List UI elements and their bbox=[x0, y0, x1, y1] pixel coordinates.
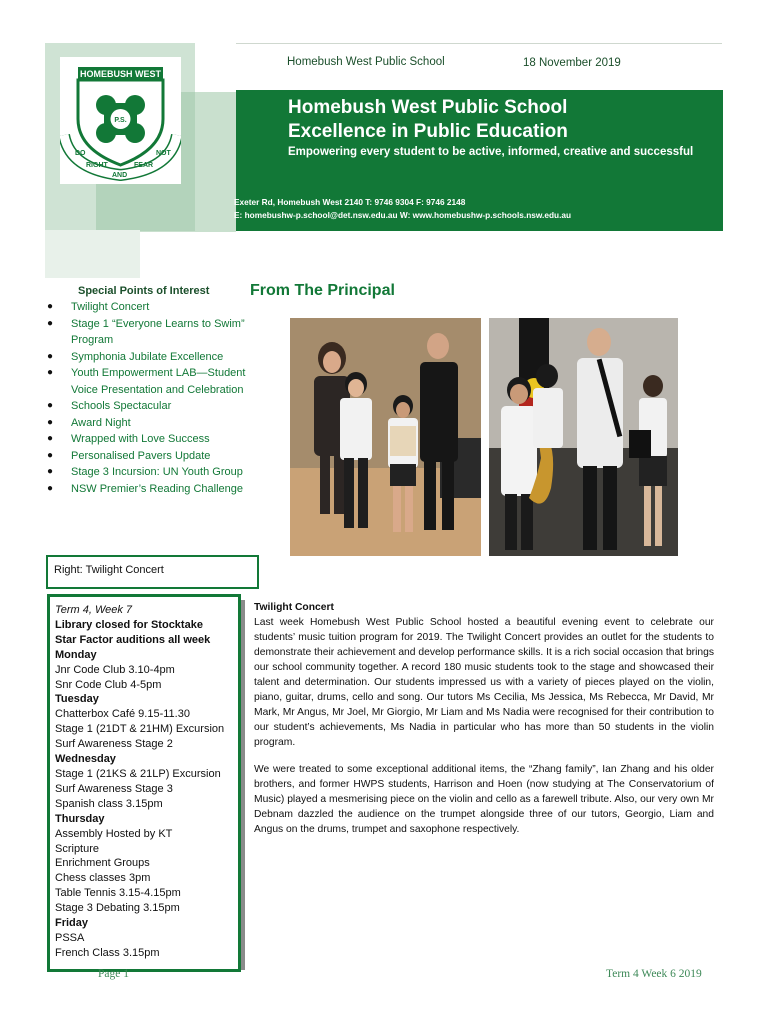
bullet-icon: ● bbox=[47, 350, 54, 362]
page-number: Page 1 bbox=[98, 968, 129, 980]
section-title: From The Principal bbox=[250, 282, 395, 299]
article-paragraph-2: We were treated to some exceptional additional items, the “Zhang family”, Ian Zhang and his older brothers, and former HWPS students, Harrison and Hoen (now studying at The Conservatorium of Music) played a mesmerising piece on the violin and cello as a farewell tribute. Also, our very own Mr Debnam dazzled the audience on the trumpet alongside three of our tutors, Georgio, Liam and Angus on the drums, trumpet and saxophone respectively. bbox=[254, 764, 714, 835]
bullet-icon: ● bbox=[47, 301, 54, 312]
calendar-line: Library closed for Stocktake bbox=[55, 618, 203, 631]
school-crest-icon bbox=[60, 57, 181, 184]
list-item: ● Stage 1 “Everyone Learns to Swim” Program bbox=[47, 317, 245, 346]
list-item: ● Stage 3 Incursion: UN Youth Group bbox=[47, 464, 247, 481]
bullet-icon: ● bbox=[47, 367, 54, 378]
bullet-icon: ● bbox=[47, 400, 54, 411]
special-points-title: Special Points of Interest bbox=[78, 285, 210, 297]
footer-term: Term 4 Week 6 2019 bbox=[606, 968, 702, 980]
bullet-icon: ● bbox=[47, 416, 54, 428]
term-calendar-box bbox=[47, 594, 241, 972]
award-photo-illustration bbox=[290, 318, 481, 556]
newsletter-title bbox=[288, 96, 568, 144]
calendar-line: Surf Awareness Stage 3 bbox=[55, 782, 173, 795]
svg-text:DO: DO bbox=[75, 150, 86, 157]
masthead-rule bbox=[236, 43, 722, 44]
header-date: 18 November 2019 bbox=[523, 57, 621, 69]
contact-address-line: Exeter Rd, Homebush West 2140 T: 9746 9304 F: 9746 2148 bbox=[234, 197, 466, 207]
list-item: ● Personalised Pavers Update bbox=[47, 448, 247, 465]
bullet-icon: ● bbox=[47, 433, 54, 444]
list-item: ● Youth Empowerment LAB—Student Voice Presentation and Celebration bbox=[47, 367, 246, 396]
calendar-line: Monday bbox=[55, 648, 97, 661]
title-line-1: Homebush West Public School bbox=[288, 97, 568, 118]
calendar-line: Enrichment Groups bbox=[55, 857, 150, 870]
calendar-line: Scripture bbox=[55, 842, 100, 855]
concert-photo-illustration bbox=[489, 318, 678, 556]
masthead-decor-square bbox=[45, 230, 140, 278]
term-calendar-list bbox=[55, 603, 224, 961]
article-paragraph-1-text: Last week Homebush West Public School hosted a beautiful evening event to celebrate our students’ music tuition program for 2019. The Twilight Concert provides an outlet for the students to demonstrate their achievement and develop performance skills. It is a rich social occasion that brings our school community together. A record 180 music students took to the stage and showcased their talent and determination. Our students impressed us with a variety of pieces played on the violin, piano, guitar, drums, cello and song. Our tutors Ms Cecilia, Ms Jessica, Ms Rebecca, Mr David, Mr Mark, Mr Angus, Mr Joel, Mr Giorgio, Mr Liam and Ms Nadia were recognised for their contribution to our student’s achievements, Ms Nadia in particular who has more than 50 students in the violin program. bbox=[254, 617, 714, 748]
calendar-line: Table Tennis 3.15-4.15pm bbox=[55, 887, 181, 900]
newsletter-tagline: Empowering every student to be active, informed, creative and successful bbox=[288, 146, 694, 158]
contact-web-line: E: homebushw-p.school@det.nsw.edu.au W: www.homebushw-p.schools.nsw.edu.au bbox=[234, 210, 572, 220]
bullet-icon: ● bbox=[47, 466, 54, 477]
calendar-line: Star Factor auditions all week bbox=[55, 633, 211, 646]
calendar-line: Chess classes 3pm bbox=[55, 872, 151, 885]
svg-text:AND: AND bbox=[112, 172, 128, 179]
calendar-line: Term 4, Week 7 bbox=[55, 604, 133, 616]
title-line-2: Excellence in Public Education bbox=[288, 121, 568, 142]
calendar-line: Stage 1 (21DT & 21HM) Excursion bbox=[55, 723, 225, 736]
calendar-line: Spanish class 3.15pm bbox=[55, 797, 163, 810]
list-item: ● Award Night bbox=[47, 415, 247, 432]
calendar-line: Stage 3 Debating 3.15pm bbox=[55, 902, 180, 915]
list-item: ● NSW Premier’s Reading Challenge bbox=[47, 481, 247, 498]
photo-caption-box bbox=[46, 555, 259, 589]
svg-text:NOT: NOT bbox=[156, 150, 171, 157]
calendar-line: Thursday bbox=[55, 812, 105, 825]
bullet-icon: ● bbox=[47, 449, 54, 461]
calendar-line: Tuesday bbox=[55, 693, 99, 706]
special-points-list bbox=[47, 299, 247, 497]
calendar-line: French Class 3.15pm bbox=[55, 946, 160, 959]
svg-text:RIGHT: RIGHT bbox=[86, 162, 108, 169]
contact-details bbox=[234, 196, 571, 222]
calendar-line: PSSA bbox=[55, 931, 85, 944]
calendar-line: Stage 1 (21KS & 21LP) Excursion bbox=[55, 767, 221, 780]
calendar-line: Assembly Hosted by KT bbox=[55, 827, 173, 840]
bullet-icon: ● bbox=[47, 482, 54, 494]
concert-photo bbox=[489, 318, 678, 556]
svg-text:FEAR: FEAR bbox=[134, 162, 154, 169]
award-photo bbox=[290, 318, 481, 556]
calendar-line: Friday bbox=[55, 917, 89, 930]
list-item: ● Twilight Concert bbox=[47, 299, 247, 316]
article-heading: Twilight Concert bbox=[254, 602, 334, 613]
list-item: ● Symphonia Jubilate Excellence bbox=[47, 349, 247, 366]
bullet-icon: ● bbox=[47, 317, 54, 329]
header-school-name: Homebush West Public School bbox=[287, 56, 445, 68]
calendar-line: Snr Code Club 4-5pm bbox=[55, 678, 162, 691]
article-paragraph-1 bbox=[254, 600, 714, 750]
calendar-line: Chatterbox Café 9.15-11.30 bbox=[55, 708, 190, 721]
svg-text:P.S.: P.S. bbox=[114, 117, 127, 124]
list-item: ● Schools Spectacular bbox=[47, 398, 247, 415]
calendar-line: Wednesday bbox=[55, 753, 116, 766]
calendar-line: Surf Awareness Stage 2 bbox=[55, 738, 173, 751]
photo-caption: Right: Twilight Concert bbox=[54, 564, 164, 576]
svg-text:HOMEBUSH WEST: HOMEBUSH WEST bbox=[80, 69, 161, 79]
calendar-line: Jnr Code Club 3.10-4pm bbox=[55, 663, 175, 676]
school-logo bbox=[60, 57, 181, 184]
principal-article bbox=[254, 600, 714, 849]
list-item: ● Wrapped with Love Success bbox=[47, 431, 247, 448]
